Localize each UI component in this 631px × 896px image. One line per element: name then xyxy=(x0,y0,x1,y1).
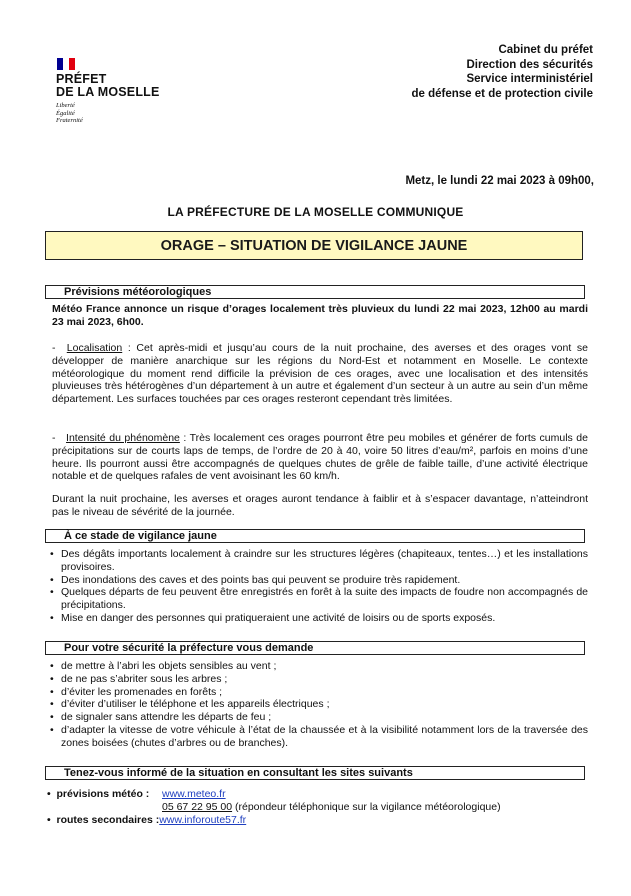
french-flag-icon xyxy=(57,58,75,70)
bullet-icon: • xyxy=(47,814,57,826)
header-line-direction: Direction des sécurités xyxy=(466,58,593,71)
vigilance-banner xyxy=(45,231,583,260)
previsions-intensite: - Intensité du phénomène : Très localement ces orages pourront être peu mobiles et générer de forts cumuls de précipitations sur de courts laps de temps, de l’ordre de 20 à 40, voire 50 litres d’eau/m², parfois en moins d’une heure. Ils pourront aussi être accompagnés de quelques chutes de grêle de faible taille, d’une activité électrique notable et de quelques rafales de vent avoisinant les 60 km/h. xyxy=(52,432,588,483)
flag-red-stripe xyxy=(69,58,75,70)
intensite-text: : Très localement ces orages pourront être peu mobiles et générer de forts cumuls de précipitations sur de courts laps de temps, de l’ordre de 20 à 40, voire 50 litres d’eau/m², parfois en moins d’une heure. Ils pourront aussi être accompagnés de quelques chutes de grêle de faible taille, d’une activité électrique notable et de quelques rafales de vent avoisinant les 60 km/h. xyxy=(52,432,588,483)
previsions-nuit: Durant la nuit prochaine, les averses et orages auront tendance à faiblir et à s’espacer davantage, n’atteindront pas le niveau de sévérité de la journée. xyxy=(52,493,588,518)
vigilance-list xyxy=(50,548,588,625)
motto-liberte: Liberté xyxy=(56,102,75,109)
previsions-localisation: - Localisation : Cet après-midi et jusqu’au cours de la nuit prochaine, des averses et des orages vont se développer de manière anarchique sur les régions du Nord-Est et notamment en Moselle. Le contexte météorologique du moment rend difficile la prévision de ces orages, avec une localisation et des intensités pluvieuses très hétérogènes d’un département à un autre et également d’un secteur à un autre au sein d’un même département. Les surfaces touchées par ces orages resteront cependant très limitées. xyxy=(52,342,588,406)
header-line-defense: de défense et de protection civile xyxy=(411,87,593,100)
phone-number[interactable]: 05 67 22 95 00 xyxy=(162,801,233,813)
bullet-icon: • xyxy=(47,788,57,800)
list-item: • Des dégâts importants localement à craindre sur les structures légères (chapiteaux, tentes…) et les installations provisoires. xyxy=(50,548,588,574)
header-line-cabinet: Cabinet du préfet xyxy=(498,44,593,56)
logo-title xyxy=(56,73,160,99)
list-item: • de mettre à l’abri les objets sensibles au vent ; xyxy=(50,660,588,673)
routes-row xyxy=(47,814,246,827)
securite-list xyxy=(50,660,588,750)
meteo-label: prévisions météo : xyxy=(56,788,150,800)
phone-note: (répondeur téléphonique sur la vigilance météorologique) xyxy=(232,801,501,813)
motto xyxy=(56,102,160,125)
prefet-logo xyxy=(56,58,160,125)
routes-link[interactable]: www.inforoute57.fr xyxy=(159,814,247,826)
logo-title-line2: DE LA MOSELLE xyxy=(56,85,160,99)
issuing-service xyxy=(412,43,594,101)
localisation-text: : Cet après-midi et jusqu’au cours de la nuit prochaine, des averses et des orages vont se développer de manière anarchique sur les régions du Nord-Est et notamment en Moselle. Le contexte météorologique du moment rend difficile la prévision de ces orages, avec une localisation et des intensités pluvieuses très hétérogènes d’un département à un autre et également d’un secteur à un autre au sein d’un même département. Les surfaces touchées par ces orages resteront cependant très limitées. xyxy=(52,342,588,406)
section-heading-previsions: Prévisions météorologiques xyxy=(45,285,585,299)
list-item: • de ne pas s’abriter sous les arbres ; xyxy=(50,673,588,686)
phone-line xyxy=(162,801,501,814)
routes-label: routes secondaires : xyxy=(56,814,160,826)
communique-title: LA PRÉFECTURE DE LA MOSELLE COMMUNIQUE xyxy=(167,205,464,219)
list-item: • Des inondations des caves et des points bas qui peuvent se produire très rapidement. xyxy=(50,574,588,587)
section-heading-securite: Pour votre sécurité la préfecture vous demande xyxy=(45,641,585,655)
logo-title-line1: PRÉFET xyxy=(56,72,107,86)
header-line-service: Service interministériel xyxy=(466,73,593,85)
motto-fraternite: Fraternité xyxy=(56,117,83,124)
info-links xyxy=(47,788,501,827)
date-line: Metz, le lundi 22 mai 2023 à 09h00, xyxy=(405,175,594,187)
meteo-link[interactable]: www.meteo.fr xyxy=(162,788,226,800)
meteo-row xyxy=(47,788,246,801)
list-item: • Quelques départs de feu peuvent être enregistrés en forêt à la suite des impacts de foudre non accompagnés de précipitations. xyxy=(50,586,588,612)
list-item: • de signaler sans attendre les départs de feu ; xyxy=(50,711,588,724)
localisation-label: Localisation xyxy=(66,342,123,354)
list-item: • Mise en danger des personnes qui pratiqueraient une activité de loisirs ou de sports exposés. xyxy=(50,612,588,625)
list-item: • d’adapter la vitesse de votre véhicule à l’état de la chaussée et à la visibilité notamment lors de la traversée des zones boisées (chutes d’arbres ou de branches). xyxy=(50,724,588,750)
phone-row xyxy=(47,801,501,814)
intensite-label: Intensité du phénomène xyxy=(66,432,180,444)
section-heading-info: Tenez-vous informé de la situation en consultant les sites suivants xyxy=(45,766,585,780)
list-item: • d’éviter d’utiliser le téléphone et les appareils électriques ; xyxy=(50,698,588,711)
banner-title: ORAGE – SITUATION DE VIGILANCE JAUNE xyxy=(160,237,468,254)
list-item: • d’éviter les promenades en forêts ; xyxy=(50,686,588,699)
motto-egalite: Égalité xyxy=(56,109,75,117)
previsions-lead: Météo France annonce un risque d’orages localement très pluvieux du lundi 22 mai 2023, 12h00 au mardi 23 mai 2023, 6h00. xyxy=(52,303,588,328)
section-heading-vigilance: À ce stade de vigilance jaune xyxy=(45,529,585,543)
